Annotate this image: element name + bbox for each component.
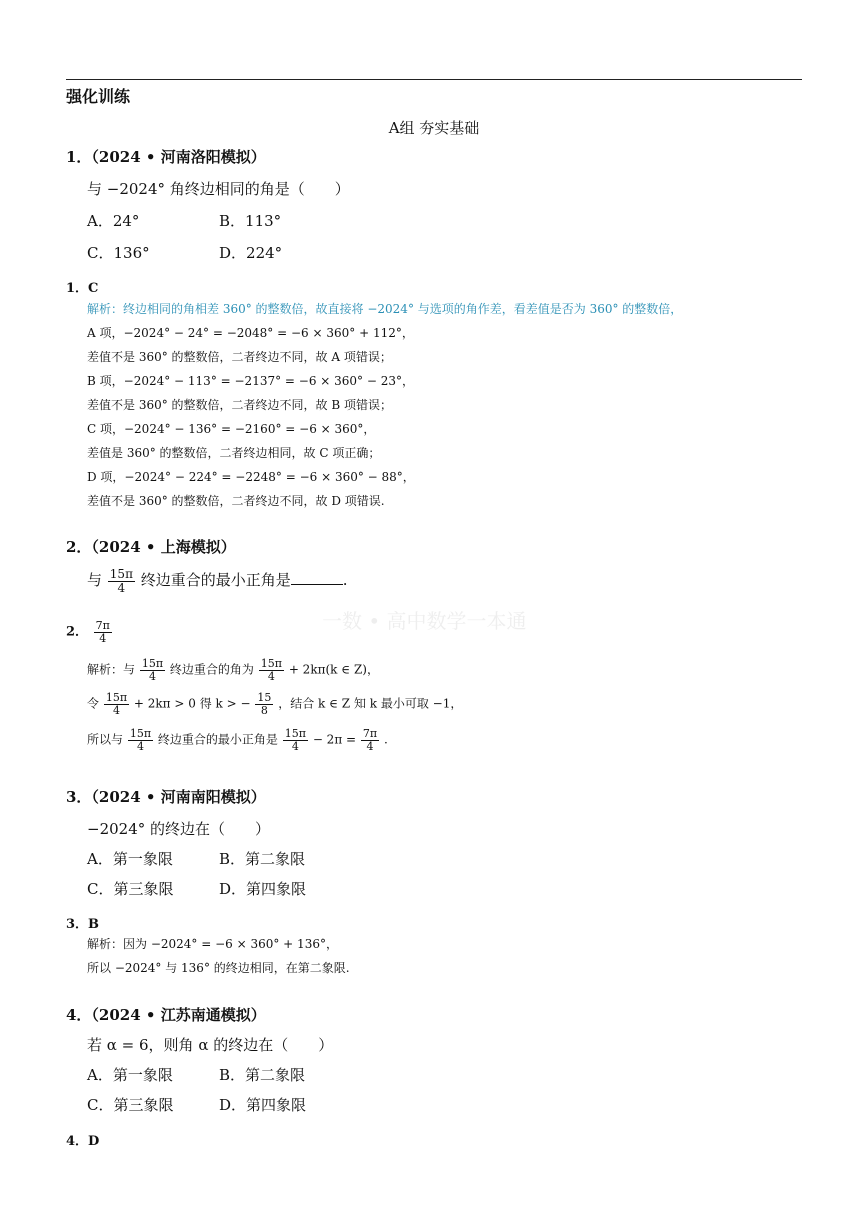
q2-sol-denominator: 4 <box>112 703 120 717</box>
q2-sol-fraction <box>283 728 308 752</box>
q1-option-b: B．113° <box>219 212 282 230</box>
q1-solution-line: A 项，−2024° − 24° = −2048° = −6 × 360° + 112°， <box>87 326 414 340</box>
q2-sol-text: 令 <box>87 696 100 711</box>
watermark: 一数 • 高中数学一本通 <box>322 609 527 633</box>
q2-sol-fraction <box>259 658 284 682</box>
q1-solution-line: C 项，−2024° − 136° = −2160° = −6 × 360°， <box>87 422 376 436</box>
q2-sol-denominator: 4 <box>267 669 275 683</box>
q2-sol-text: + 2kπ(k ∈ Z)， <box>288 662 379 677</box>
q2-sol-text: 终边重合的最小正角是 <box>157 732 278 747</box>
q1-solution-line: 差值不是 360° 的整数倍，二者终边不同，故 B 项错误； <box>87 398 392 412</box>
q4-option-d: D．第四象限 <box>219 1096 307 1114</box>
q2-sol-denominator: 8 <box>260 703 268 717</box>
q2-stem-text: 终边重合的最小正角是 <box>140 571 291 590</box>
q4-answer: 4．D <box>66 1134 100 1149</box>
q3-solution-line: 所以 −2024° 与 136° 的终边相同，在第二象限. <box>87 961 350 975</box>
q1-solution-line: B 项，−2024° − 113° = −2137° = −6 × 360° − 23°， <box>87 374 415 388</box>
q2-sol-text: 终边重合的角为 <box>169 662 254 677</box>
q2-sol-numerator: 15π <box>260 657 282 670</box>
q2-frac-denominator: 4 <box>117 580 126 595</box>
q2-sol-text: ，结合 k ∈ Z 知 k 最小可取 −1， <box>278 696 463 711</box>
q2-sol-numerator: 15 <box>257 691 272 704</box>
q1-heading: 1．（2024 • 河南洛阳模拟） <box>66 148 266 166</box>
q3-option-b: B．第二象限 <box>219 850 306 868</box>
q2-answer-fraction <box>94 620 112 644</box>
q2-sol-denominator: 4 <box>136 739 144 753</box>
q2-solution-line-1 <box>87 658 379 682</box>
q2-sol-fraction <box>128 728 153 752</box>
q2-answer-numerator: 7π <box>95 619 110 632</box>
q2-heading: 2．（2024 • 上海模拟） <box>66 538 236 556</box>
q4-heading: 4．（2024 • 江苏南通模拟） <box>66 1006 266 1024</box>
q2-sol-numerator: 15π <box>129 727 152 740</box>
q1-option-d: D．224° <box>219 244 283 262</box>
q1-solution-line: 差值是 360° 的整数倍，二者终边相同，故 C 项正确； <box>87 446 381 460</box>
q2-stem-end: . <box>342 571 348 590</box>
q4-option-c: C．第三象限 <box>87 1096 174 1114</box>
q1-solution-line: 差值不是 360° 的整数倍，二者终边不同，故 D 项错误. <box>87 494 385 508</box>
q3-option-a: A．第一象限 <box>87 850 173 868</box>
q2-solution-line-3 <box>87 728 388 752</box>
q2-answer <box>66 620 113 644</box>
q2-frac-numerator: 15π <box>109 567 133 581</box>
q2-sol-fraction <box>140 658 165 682</box>
q3-stem: −2024° 的终边在（ ） <box>87 820 271 838</box>
q3-option-d: D．第四象限 <box>219 880 307 898</box>
q2-sol-text: . <box>383 732 388 747</box>
q2-sol-fraction <box>361 728 379 752</box>
q1-option-a: A．24° <box>87 212 140 230</box>
q2-fraction <box>108 568 135 594</box>
header-rule <box>66 79 802 80</box>
q2-answer-denominator: 4 <box>99 631 107 645</box>
q2-sol-denominator: 4 <box>148 669 156 683</box>
q3-solution-line: 解析：因为 −2024° = −6 × 360° + 136°， <box>87 937 338 951</box>
q2-sol-text: 解析：与 <box>87 662 136 677</box>
q1-solution-line: 解析：终边相同的角相差 360° 的整数倍，故直接将 −2024° 与选项的角作差，看差值是否为 360° 的整数倍， <box>87 302 683 316</box>
q2-sol-numerator: 15π <box>284 727 306 740</box>
q2-sol-fraction <box>255 692 273 716</box>
q4-stem: 若 α = 6，则角 α 的终边在（ ） <box>87 1036 334 1054</box>
q2-stem <box>87 568 348 594</box>
q2-sol-numerator: 15π <box>105 691 128 704</box>
q2-stem-prefix: 与 <box>87 571 103 590</box>
q2-solution-line-2 <box>87 692 462 716</box>
q3-heading: 3．（2024 • 河南南阳模拟） <box>66 788 266 806</box>
q2-sol-text: 所以与 <box>87 732 124 747</box>
q3-answer: 3．B <box>66 917 100 932</box>
q1-stem: 与 −2024° 角终边相同的角是（ ） <box>87 180 350 198</box>
q2-sol-numerator: 15π <box>141 657 164 670</box>
q4-option-a: A．第一象限 <box>87 1066 173 1084</box>
q1-option-c: C．136° <box>87 244 150 262</box>
q1-solution-line: 差值不是 360° 的整数倍，二者终边不同，故 A 项错误； <box>87 350 392 364</box>
q2-sol-fraction <box>104 692 129 716</box>
group-title: A组 夯实基础 <box>388 119 480 137</box>
section-title: 强化训练 <box>66 87 131 106</box>
q2-sol-numerator: 7π <box>362 727 378 740</box>
q2-sol-text: + 2kπ > 0 得 k > − <box>133 696 251 711</box>
q2-answer-blank <box>291 584 343 585</box>
q4-option-b: B．第二象限 <box>219 1066 306 1084</box>
q1-answer: 1．C <box>66 281 99 296</box>
q2-sol-text: − 2π = <box>312 732 357 747</box>
q2-sol-denominator: 4 <box>366 739 374 753</box>
q2-answer-label: 2． <box>66 624 89 640</box>
q2-sol-denominator: 4 <box>291 739 299 753</box>
q3-option-c: C．第三象限 <box>87 880 174 898</box>
q1-solution-line: D 项，−2024° − 224° = −2248° = −6 × 360° − 88°， <box>87 470 415 484</box>
